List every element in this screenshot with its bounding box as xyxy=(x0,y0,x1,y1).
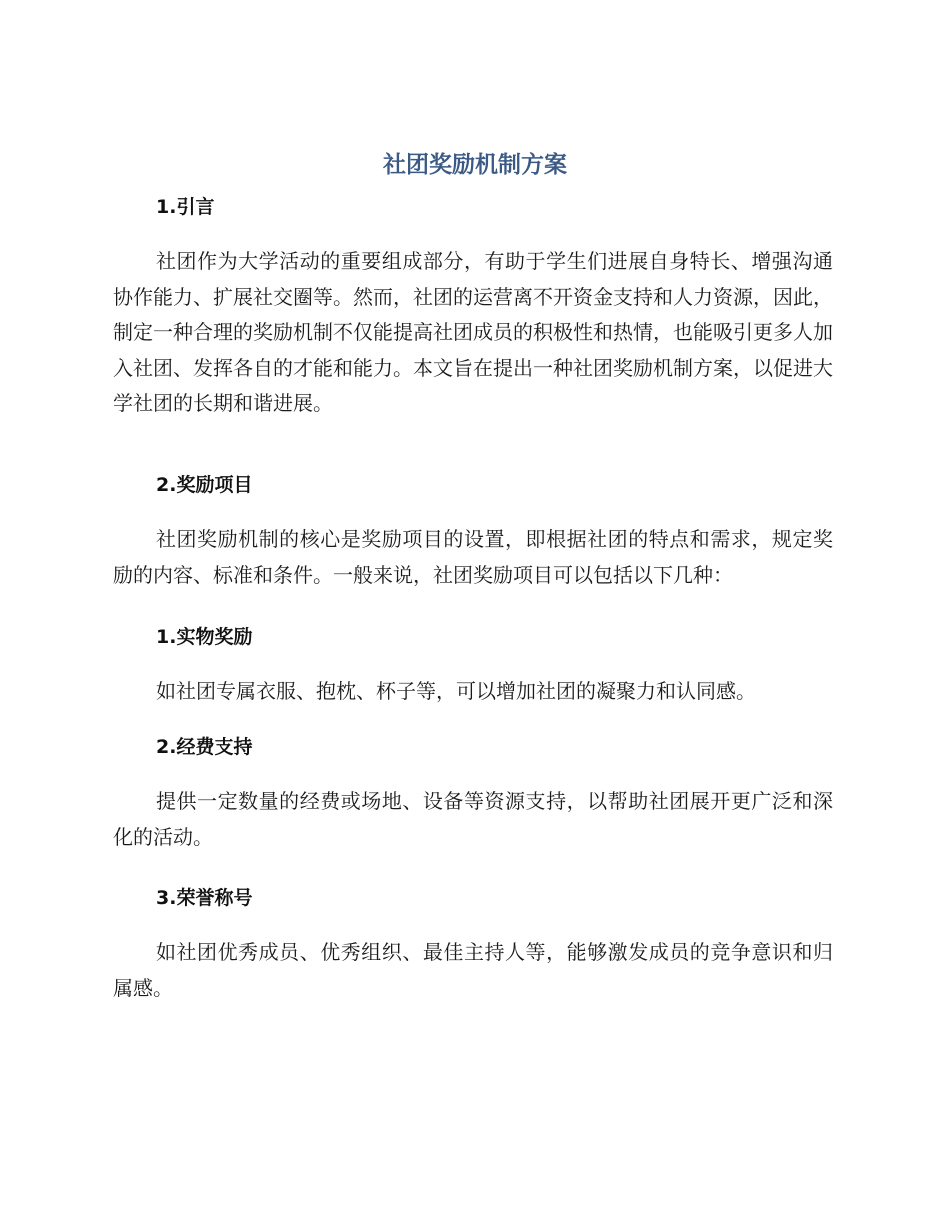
section-heading-honorary-title: 3.荣誉称号 xyxy=(156,887,253,909)
document-title: 社团奖励机制方案 xyxy=(383,152,567,178)
section-heading-material-reward: 1.实物奖励 xyxy=(156,626,253,648)
section-heading-funding-support: 2.经费支持 xyxy=(156,736,253,758)
section-paragraph-reward-items: 社团奖励机制的核心是奖励项目的设置，即根据社团的特点和需求，规定奖励的内容、标准和条件。一般来说，社团奖励项目可以包括以下几种： xyxy=(113,527,833,587)
section-paragraph-funding-support: 提供一定数量的经费或场地、设备等资源支持，以帮助社团展开更广泛和深化的活动。 xyxy=(113,789,833,849)
section-paragraph-introduction: 社团作为大学活动的重要组成部分，有助于学生们进展自身特长、增强沟通协作能力、扩展社交圈等。然而，社团的运营离不开资金支持和人力资源，因此，制定一种合理的奖励机制不仅能提高社团成员的积极性和热情，也能吸引更多人加入社团、发挥各自的才能和能力。本文旨在提出一种社团奖励机制方案，以促进大学社团的长期和谐进展。 xyxy=(113,249,833,415)
section-heading-introduction: 1.引言 xyxy=(156,196,215,218)
section-paragraph-material-reward: 如社团专属衣服、抱枕、杯子等，可以增加社团的凝聚力和认同感。 xyxy=(156,679,756,703)
section-heading-reward-items: 2.奖励项目 xyxy=(156,474,253,496)
section-paragraph-honorary-title: 如社团优秀成员、优秀组织、最佳主持人等，能够激发成员的竞争意识和归属感。 xyxy=(113,940,833,1000)
